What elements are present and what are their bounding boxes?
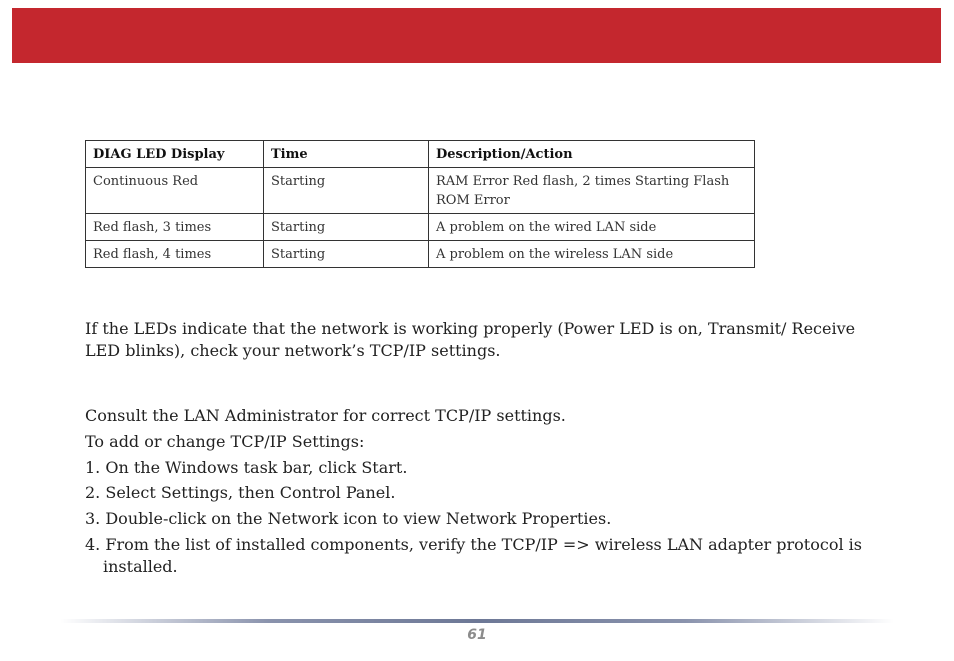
tcpip-check-paragraph: If the LEDs indicate that the network is working properly (Power LED is on, Transmit/ Receive LED blinks), check your network’s TCP/IP settings. [85, 319, 856, 360]
step-item: 1. On the Windows task bar, click Start. [85, 457, 408, 477]
footer-divider [60, 619, 894, 623]
column-header-diag-led: DIAG LED Display [86, 141, 264, 168]
table-cell: Starting [264, 214, 429, 241]
instruction-line: To add or change TCP/IP Settings: [85, 431, 365, 451]
diag-led-table [85, 140, 755, 268]
tcpip-instructions [85, 405, 865, 582]
step-item: 3. Double-click on the Network icon to view Network Properties. [85, 509, 612, 529]
table-row [86, 214, 755, 241]
table-cell: A problem on the wired LAN side [429, 214, 755, 241]
page-number: 61 [467, 627, 487, 643]
table-cell: Red flash, 3 times [86, 214, 264, 241]
table-cell: RAM Error Red flash, 2 times Starting Flash ROM Error [429, 168, 755, 214]
table-cell: Starting [264, 168, 429, 214]
instruction-line: Consult the LAN Administrator for correct TCP/IP settings. [85, 406, 566, 425]
table-row [86, 241, 755, 268]
column-header-description: Description/Action [429, 141, 755, 168]
column-header-time: Time [264, 141, 429, 168]
header-banner [12, 8, 941, 63]
table-header-row [86, 141, 755, 168]
table-cell: Continuous Red [86, 168, 264, 214]
step-item: 4. From the list of installed components, verify the TCP/IP => wireless LAN adapter protocol is installed. [85, 534, 862, 576]
table-cell: Red flash, 4 times [86, 241, 264, 268]
table-cell: A problem on the wireless LAN side [429, 241, 755, 268]
step-item: 2. Select Settings, then Control Panel. [85, 483, 396, 503]
table-row [86, 168, 755, 214]
table-cell: Starting [264, 241, 429, 268]
